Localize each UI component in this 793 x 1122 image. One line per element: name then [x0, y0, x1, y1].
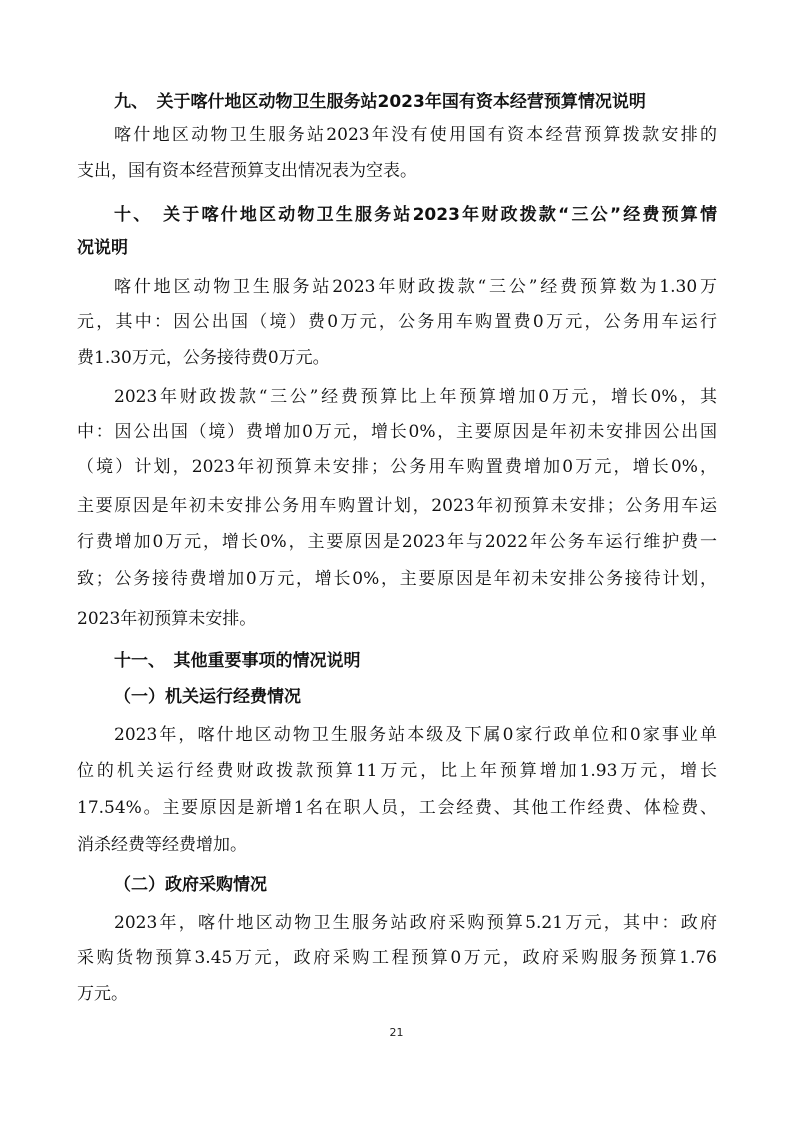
- section-9-heading: 九、 关于喀什地区动物卫生服务站2023年国有资本经营预算情况说明: [114, 92, 646, 112]
- paragraph-line: 费1.30万元，公务接待费0万元。: [77, 348, 330, 368]
- section-10-heading-cont: 况说明: [77, 238, 128, 258]
- paragraph-line: 消杀经费等经费增加。: [77, 835, 247, 855]
- paragraph-line: 喀什地区动物卫生服务站2023年财政拨款“三公”经费预算数为1.30万: [114, 277, 717, 297]
- paragraph-line: 致；公务接待费增加0万元，增长0%，主要原因是年初未安排公务接待计划，: [77, 569, 717, 589]
- subsection-1-heading: （一）机关运行经费情况: [114, 687, 301, 707]
- paragraph-line: 中：因公出国（境）费增加0万元，增长0%，主要原因是年初未安排因公出国: [77, 422, 717, 442]
- paragraph-line: 2023年，喀什地区动物卫生服务站本级及下属0家行政单位和0家事业单: [114, 725, 717, 745]
- paragraph-line: 17.54%。主要原因是新增1名在职人员，工会经费、其他工作经费、体检费、: [77, 798, 717, 818]
- paragraph-line: 行费增加0万元，增长0%，主要原因是2023年与2022年公务车运行维护费一: [77, 532, 717, 552]
- paragraph-line: 万元。: [77, 984, 128, 1004]
- paragraph-line: 2023年，喀什地区动物卫生服务站政府采购预算5.21万元，其中：政府: [114, 913, 717, 933]
- page-number: 21: [389, 1026, 404, 1039]
- paragraph-line: 采购货物预算3.45万元，政府采购工程预算0万元，政府采购服务预算1.76: [77, 948, 717, 968]
- paragraph-line: 支出，国有资本经营预算支出情况表为空表。: [77, 161, 417, 181]
- paragraph-line: （境）计划，2023年初预算未安排；公务用车购置费增加0万元，增长0%，: [77, 457, 717, 477]
- paragraph-line: 位的机关运行经费财政拨款预算11万元，比上年预算增加1.93万元，增长: [77, 761, 717, 781]
- section-11-heading: 十一、 其他重要事项的情况说明: [114, 651, 361, 671]
- paragraph-line: 2023年财政拨款“三公”经费预算比上年预算增加0万元，增长0%，其: [114, 387, 717, 407]
- subsection-2-heading: （二）政府采购情况: [114, 875, 267, 895]
- paragraph-line: 喀什地区动物卫生服务站2023年没有使用国有资本经营预算拨款安排的: [114, 125, 717, 145]
- paragraph-line: 主要原因是年初未安排公务用车购置计划，2023年初预算未安排；公务用车运: [77, 496, 717, 516]
- paragraph-line: 2023年初预算未安排。: [77, 609, 257, 629]
- section-10-heading: 十、 关于喀什地区动物卫生服务站2023年财政拨款“三公”经费预算情: [114, 205, 717, 225]
- paragraph-line: 元，其中：因公出国（境）费0万元，公务用车购置费0万元，公务用车运行: [77, 312, 717, 332]
